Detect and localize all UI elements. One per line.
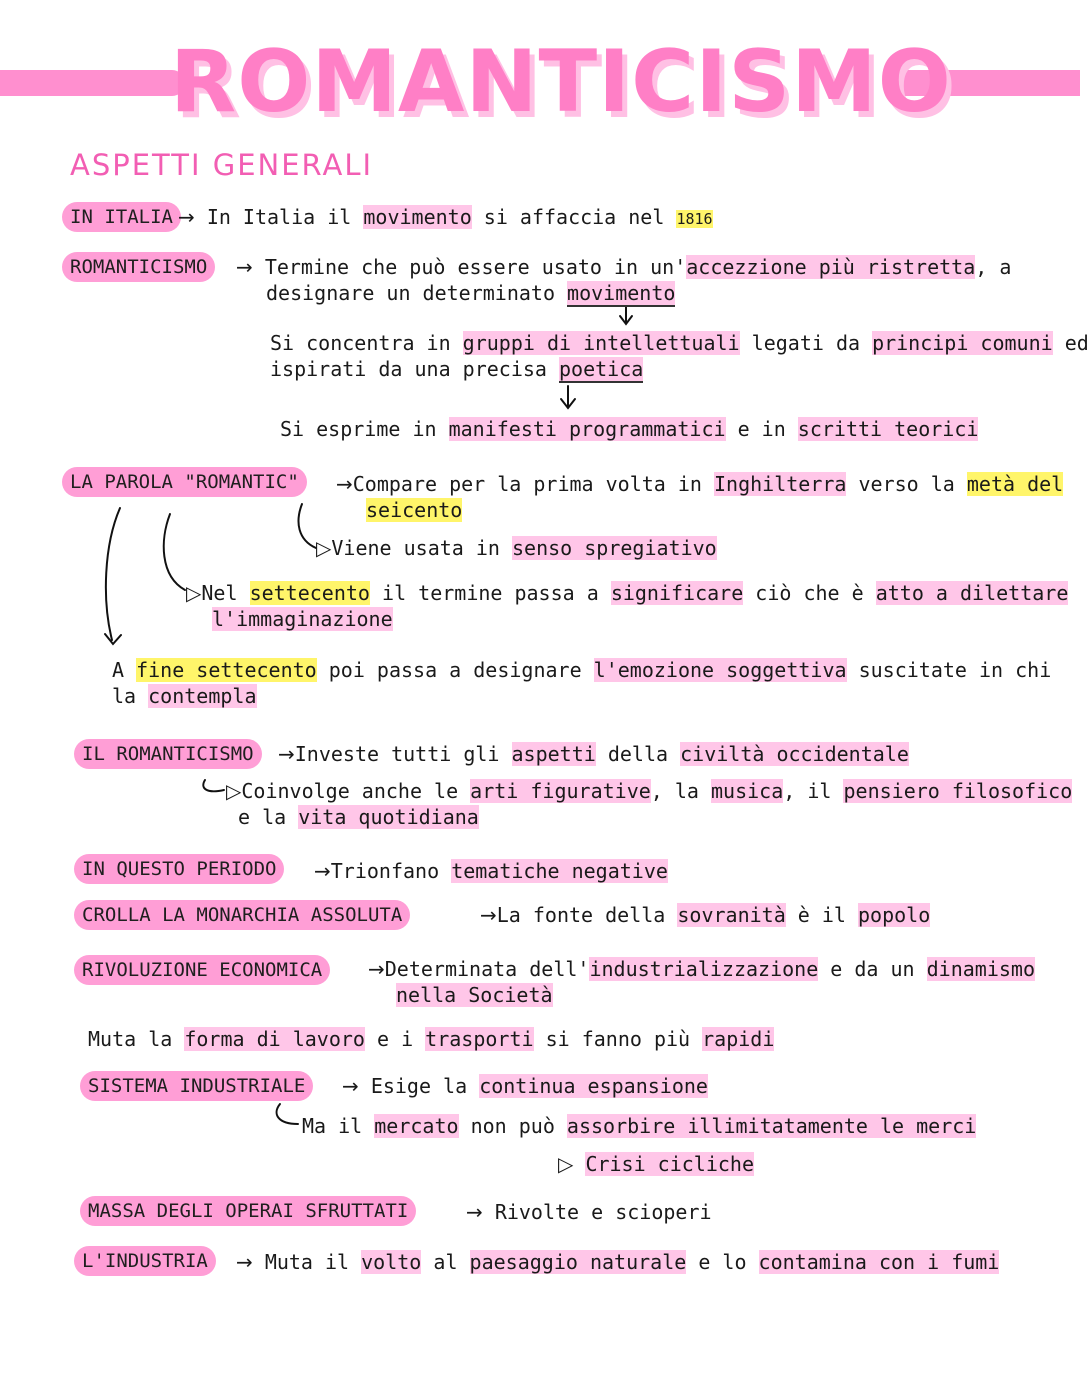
- hl-text: poetica: [558, 357, 644, 381]
- text: Trionfano: [330, 859, 452, 883]
- arrow-icon: →: [342, 1074, 359, 1098]
- text: della: [595, 742, 681, 766]
- hl-text: volto: [361, 1250, 422, 1274]
- text: A: [112, 658, 137, 682]
- hl-text: forma di lavoro: [184, 1027, 365, 1051]
- text: Si concentra in: [270, 331, 463, 355]
- text: e in: [725, 417, 798, 441]
- parola-line-4: [186, 580, 1068, 606]
- hl-text: scritti teorici: [797, 417, 979, 441]
- text: e lo: [686, 1250, 759, 1274]
- rom-line-5: [280, 416, 978, 442]
- hl-text: principi comuni: [872, 331, 1053, 355]
- hl-text: popolo: [858, 903, 931, 927]
- tag-rivoluzione-economica: RIVOLUZIONE ECONOMICA: [74, 955, 330, 985]
- parola-line-3: [316, 535, 717, 561]
- text: In Italia il: [206, 205, 364, 229]
- text: Compare per la prima volta in: [352, 472, 714, 496]
- text: la: [112, 684, 149, 708]
- hl-text: Crisi cicliche: [585, 1152, 755, 1176]
- hl-text: sovranità: [677, 903, 786, 927]
- text: Termine che può essere usato in un': [264, 255, 687, 279]
- text: il termine passa a: [369, 581, 611, 605]
- hl-text: vita quotidiana: [298, 805, 479, 829]
- hl-text: tematiche negative: [451, 859, 668, 883]
- hl-text: pensiero filosofico: [843, 779, 1073, 803]
- text: Viene usata in: [331, 536, 513, 560]
- hl-text: movimento: [363, 205, 472, 229]
- hl-text: contempla: [148, 684, 257, 708]
- text: si fanno più: [533, 1027, 703, 1051]
- arrow-icon: →: [368, 957, 385, 981]
- hl-text: musica: [711, 779, 784, 803]
- tag-sistema-industriale: SISTEMA INDUSTRIALE: [80, 1071, 313, 1101]
- arrow-icon: →: [466, 1200, 483, 1224]
- hl-text: gruppi di intellettuali: [462, 331, 740, 355]
- arrow-icon: →: [336, 472, 353, 496]
- hl-text: l'emozione soggettiva: [593, 658, 847, 682]
- tag-industria: L'INDUSTRIA: [74, 1246, 216, 1276]
- rivoluzione-line-2: [396, 982, 553, 1008]
- parola-line-7: [112, 683, 257, 709]
- yl-text: fine settecento: [136, 658, 317, 682]
- text: Rivolte e scioperi: [494, 1200, 712, 1224]
- tag-in-italia: IN ITALIA: [62, 202, 181, 232]
- text: , la: [650, 779, 712, 803]
- hl-text: trasporti: [425, 1027, 534, 1051]
- yl-text: settecento: [249, 581, 370, 605]
- hl-text: l'immaginazione: [212, 607, 393, 631]
- tag-massa-operai: MASSA DEGLI OPERAI SFRUTTATI: [80, 1196, 416, 1226]
- text: , il: [783, 779, 844, 803]
- text: e i: [364, 1027, 426, 1051]
- text: Muta la: [88, 1027, 185, 1051]
- text: Ma il: [302, 1114, 375, 1138]
- hl-text: dinamismo: [926, 957, 1035, 981]
- hl-text: atto a dilettare: [875, 581, 1069, 605]
- text: suscitate in chi: [846, 658, 1052, 682]
- hl-text: paesaggio naturale: [469, 1250, 687, 1274]
- tag-crolla-monarchia: CROLLA LA MONARCHIA ASSOLUTA: [74, 900, 410, 930]
- arrow-icon: ▷: [316, 536, 332, 560]
- rom-line-1: [236, 254, 1011, 280]
- yl-text: seicento: [366, 498, 463, 522]
- ilrom-line-2: [226, 778, 1072, 804]
- parola-line-2: [366, 497, 462, 523]
- arrow-icon: →: [278, 742, 295, 766]
- parola-line-5: [212, 606, 393, 632]
- row-in-italia-text: [178, 204, 713, 232]
- text: Nel: [201, 581, 250, 605]
- text: Muta il: [264, 1250, 362, 1274]
- rom-line-2: [266, 280, 675, 306]
- text: non può: [458, 1114, 567, 1138]
- ilrom-line-1: [278, 741, 909, 767]
- text: ciò che è: [743, 581, 876, 605]
- parola-line-6: [112, 657, 1051, 683]
- arrow-icon: →: [236, 1250, 253, 1274]
- hl-text: senso spregiativo: [512, 536, 717, 560]
- arrow-icon: ▷: [186, 581, 202, 605]
- text: Si esprime in: [280, 417, 449, 441]
- hl-text: continua espansione: [479, 1074, 708, 1098]
- hl-text: movimento: [567, 281, 676, 305]
- rivoluzione-line-3: [88, 1026, 774, 1052]
- hl-text: significare: [610, 581, 744, 605]
- arrow-icon: →: [480, 903, 497, 927]
- text: ed: [1052, 331, 1089, 355]
- tag-in-questo-periodo: IN QUESTO PERIODO: [74, 854, 284, 884]
- text: si affaccia nel: [471, 205, 677, 229]
- text: Investe tutti gli: [294, 742, 512, 766]
- text: Determinata dell': [384, 957, 590, 981]
- arrow-icon: →: [236, 255, 253, 279]
- arrow-icon: ▷: [558, 1152, 574, 1176]
- tag-la-parola: LA PAROLA "ROMANTIC": [62, 467, 307, 497]
- text: al: [421, 1250, 470, 1274]
- rom-line-4: [270, 356, 643, 382]
- rom-line-3: [270, 330, 1089, 356]
- ilrom-line-3: [238, 804, 479, 830]
- sistema-line-2: [302, 1113, 976, 1139]
- text: La fonte della: [496, 903, 678, 927]
- text: Coinvolge anche le: [241, 779, 471, 803]
- tag-il-romanticismo: IL ROMANTICISMO: [74, 739, 262, 769]
- hl-text: industrializzazione: [589, 957, 819, 981]
- hl-text: manifesti programmatici: [448, 417, 726, 441]
- periodo-line-1: [314, 858, 668, 884]
- rivoluzione-line-1: [368, 956, 1035, 982]
- text: e da un: [818, 957, 927, 981]
- massa-line-1: [466, 1199, 712, 1225]
- hl-text: rapidi: [702, 1027, 775, 1051]
- text: , a: [975, 255, 1012, 279]
- parola-line-1: [336, 471, 1063, 497]
- hl-text: assorbire illimitatamente le merci: [566, 1114, 977, 1138]
- hl-text: arti figurative: [470, 779, 651, 803]
- tag-romanticismo: ROMANTICISMO: [62, 252, 215, 282]
- hl-text: civiltà occidentale: [680, 742, 909, 766]
- text: poi passa a designare: [316, 658, 594, 682]
- page-title: ROMANTICISMO: [170, 32, 952, 132]
- industria-line-1: [236, 1249, 999, 1275]
- sistema-line-3: [558, 1151, 754, 1177]
- hl-text: aspetti: [511, 742, 596, 766]
- text: è il: [785, 903, 859, 927]
- text: designare un determinato: [266, 281, 568, 305]
- text: verso la: [846, 472, 967, 496]
- monarchia-line-1: [480, 902, 930, 928]
- hl-text: Inghilterra: [714, 472, 847, 496]
- yl-text: metà del: [966, 472, 1064, 496]
- text: ispirati da una precisa: [270, 357, 559, 381]
- hl-text: nella Società: [396, 983, 553, 1007]
- hl-text: accezzione più ristretta: [686, 255, 976, 279]
- text: Esige la: [370, 1074, 480, 1098]
- hl-text: mercato: [374, 1114, 459, 1138]
- arrow-icon: ▷: [226, 779, 242, 803]
- text: legati da: [739, 331, 873, 355]
- section-heading: ASPETTI GENERALI: [70, 148, 374, 182]
- text: e la: [238, 805, 299, 829]
- arrow-icon: →: [314, 859, 331, 883]
- arrow-icon: →: [178, 205, 195, 229]
- year-text: 1816: [676, 210, 713, 228]
- sistema-line-1: [342, 1073, 708, 1099]
- hl-text: contamina con i fumi: [758, 1250, 1000, 1274]
